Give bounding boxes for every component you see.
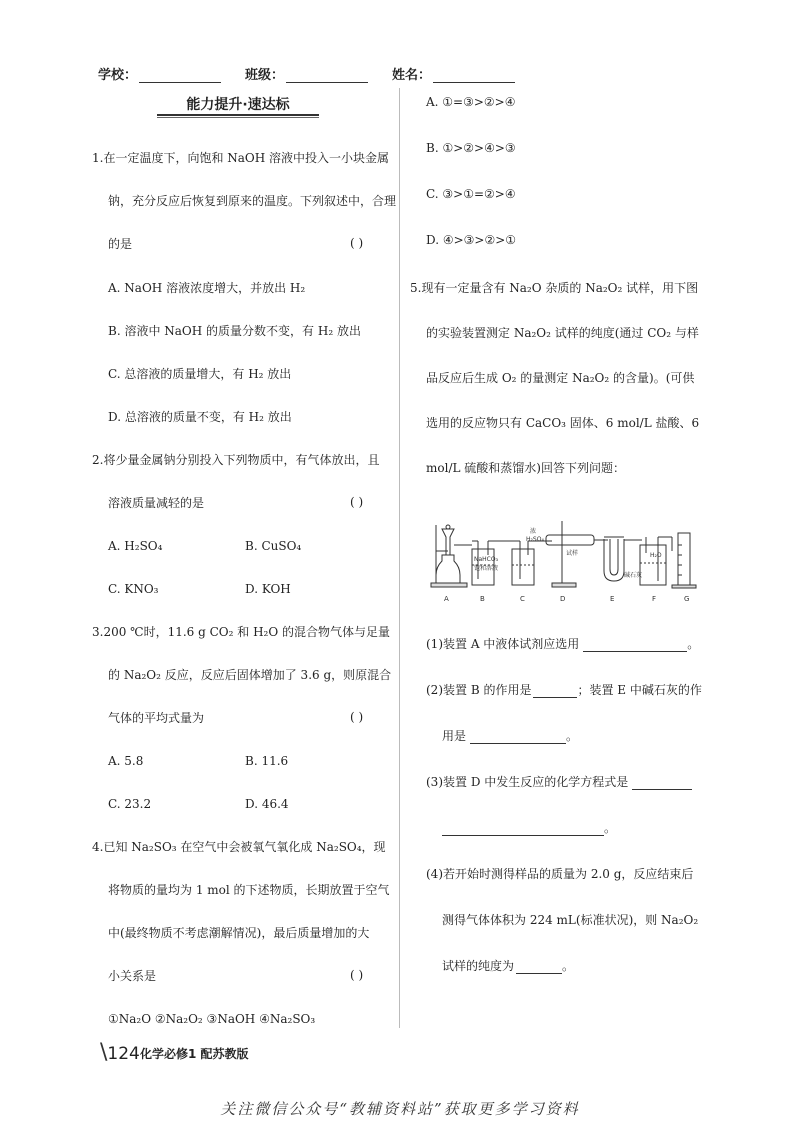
q1-option-b: B. 溶液中 NaOH 的质量分数不变，有 H₂ 放出 xyxy=(108,324,361,338)
q4-option-d: D. ④>③>②>① xyxy=(426,233,517,247)
q5-sub-3-period: 。 xyxy=(604,821,617,835)
label-b2: 饱和溶液 xyxy=(474,565,499,572)
q5-sub-2-text-a: (2)装置 B 的作用是 xyxy=(426,683,532,697)
title-underline-2 xyxy=(157,117,319,118)
q5-sub-4-line-3 xyxy=(442,958,574,974)
letter-f: F xyxy=(652,595,657,603)
school-blank[interactable] xyxy=(139,68,221,83)
class-blank[interactable] xyxy=(286,68,368,83)
q5-sub-2-period: 。 xyxy=(566,729,579,743)
q5-sub-2-cont xyxy=(442,728,578,744)
q4-option-b: B. ①>②>④>③ xyxy=(426,141,516,155)
label-e: 碱石灰 xyxy=(624,572,643,579)
bottom-note: 关注微信公众号“教辅资料站”获取更多学习资料 xyxy=(220,1100,580,1118)
q4-items: ①Na₂O ②Na₂O₂ ③NaOH ④Na₂SO₃ xyxy=(108,1012,316,1026)
q3-answer-paren[interactable]: ( ) xyxy=(350,710,364,724)
class-field xyxy=(245,64,368,83)
label-c: 浓 xyxy=(530,528,537,535)
page-number: 124 xyxy=(107,1044,140,1064)
q2-option-c: C. KNO₃ xyxy=(108,582,159,596)
q2-answer-paren[interactable]: ( ) xyxy=(350,495,364,509)
label-b: NaHCO₃ xyxy=(474,556,498,563)
q1-line-1: 1.在一定温度下，向饱和 NaOH 溶液中投入一小块金属 xyxy=(92,151,390,165)
q4-option-a: A. ①=③>②>④ xyxy=(426,95,516,109)
q5-line-1: 5.现有一定量含有 Na₂O 杂质的 Na₂O₂ 试样，用下图 xyxy=(410,281,699,295)
apparatus-b xyxy=(472,541,520,585)
q5-line-4: 选用的反应物只有 CaCO₃ 固体、6 mol/L 盐酸、6 xyxy=(426,416,700,430)
q1-line-3: 的是 xyxy=(108,237,133,251)
q3-option-a: A. 5.8 xyxy=(108,754,144,768)
q4-option-c: C. ③>①=②>④ xyxy=(426,187,516,201)
book-title: 化学必修1 配苏教版 xyxy=(140,1047,249,1061)
section-title-text: 能力提升·速达标 xyxy=(186,97,290,113)
q3-line-2: 的 Na₂O₂ 反应，反应后固体增加了 3.6 g，则原混合 xyxy=(108,668,392,682)
q5-sub-3-text: (3)装置 D 中发生反应的化学方程式是 xyxy=(426,775,629,789)
q2-option-d: D. KOH xyxy=(245,582,291,596)
letter-g: G xyxy=(684,595,690,603)
q1-answer-paren[interactable]: ( ) xyxy=(350,236,364,250)
apparatus-f xyxy=(640,537,672,585)
q5-line-2: 的实验装置测定 Na₂O₂ 试样的纯度(通过 CO₂ 与样 xyxy=(426,326,699,340)
title-underline xyxy=(157,114,319,116)
q1-option-c: C. 总溶液的质量增大，有 H₂ 放出 xyxy=(108,367,292,381)
section-title xyxy=(163,94,313,114)
school-field xyxy=(98,64,221,83)
q5-sub-2-blank-b[interactable] xyxy=(470,730,566,744)
q5-sub-4-line-1: (4)若开始时测得样品的质量为 2.0 g，反应结束后 xyxy=(426,867,694,881)
page-number-block xyxy=(100,1040,140,1065)
q2-option-b: B. CuSO₄ xyxy=(245,539,302,553)
apparatus-a xyxy=(431,525,472,587)
q3-option-c: C. 23.2 xyxy=(108,797,152,811)
q5-line-3: 品反应后生成 O₂ 的量测定 Na₂O₂ 的含量)。(可供 xyxy=(426,371,695,385)
q4-answer-paren[interactable]: ( ) xyxy=(350,968,364,982)
q3-line-1: 3.200 ℃时，11.6 g CO₂ 和 H₂O 的混合物气体与足量 xyxy=(92,625,391,639)
q5-sub-2 xyxy=(426,682,702,698)
column-divider xyxy=(399,88,400,1028)
name-field xyxy=(392,64,515,83)
q5-sub-4-period: 。 xyxy=(562,959,575,973)
q3-option-d: D. 46.4 xyxy=(245,797,289,811)
letter-c: C xyxy=(520,595,525,603)
label-c2: H₂SO₄ xyxy=(526,536,544,543)
label-f: H₂O xyxy=(650,552,662,559)
letter-e: E xyxy=(610,595,615,603)
letter-b: B xyxy=(480,595,485,603)
q5-sub-3-blank-b[interactable] xyxy=(442,822,604,836)
q4-line-4: 小关系是 xyxy=(108,969,157,983)
q3-option-b: B. 11.6 xyxy=(245,754,289,768)
apparatus-c xyxy=(512,541,552,585)
q5-sub-1-blank[interactable] xyxy=(583,638,687,652)
q1-line-2: 钠，充分反应后恢复到原来的温度。下列叙述中，合理 xyxy=(108,194,397,208)
q2-option-a: A. H₂SO₄ xyxy=(108,539,163,553)
page-slash-icon: \ xyxy=(100,1040,108,1065)
q5-sub-1-text: (1)装置 A 中液体试剂应选用 xyxy=(426,637,580,651)
q5-sub-3-blank-a[interactable] xyxy=(632,776,692,790)
q4-line-1: 4.已知 Na₂SO₃ 在空气中会被氧气氧化成 Na₂SO₄，现 xyxy=(92,840,386,854)
q1-option-d: D. 总溶液的质量不变，有 H₂ 放出 xyxy=(108,410,292,424)
q2-line-1: 2.将少量金属钠分别投入下列物质中，有气体放出，且 xyxy=(92,453,380,467)
name-blank[interactable] xyxy=(433,68,515,83)
q5-sub-1-period: 。 xyxy=(687,637,700,651)
q5-sub-4-blank[interactable] xyxy=(516,960,562,974)
name-label: 姓名： xyxy=(392,68,432,83)
letter-d: D xyxy=(560,595,566,603)
q4-line-3: 中(最终物质不考虑潮解情况)，最后质量增加的大 xyxy=(108,926,370,940)
label-d: 试样 xyxy=(566,550,579,557)
letter-a: A xyxy=(444,595,449,603)
q5-sub-4-text-c: 试样的纯度为 xyxy=(442,959,515,973)
q2-line-2: 溶液质量减轻的是 xyxy=(108,496,205,510)
apparatus-diagram xyxy=(428,515,708,610)
school-label: 学校： xyxy=(98,68,138,83)
q5-sub-2-blank-a[interactable] xyxy=(533,684,577,698)
q5-sub-4-line-2: 测得气体体积为 224 mL(标准状况)，则 Na₂O₂ xyxy=(442,913,699,927)
q5-sub-1 xyxy=(426,636,699,652)
q4-line-2: 将物质的量均为 1 mol 的下述物质，长期放置于空气 xyxy=(108,883,390,897)
q5-sub-2-text-b: ；装置 E 中碱石灰的作 xyxy=(577,683,702,697)
q5-sub-3-cont xyxy=(442,820,616,836)
q5-sub-3 xyxy=(426,774,692,790)
q3-line-3: 气体的平均式量为 xyxy=(108,711,205,725)
q1-option-a: A. NaOH 溶液浓度增大，并放出 H₂ xyxy=(108,281,306,295)
apparatus-g xyxy=(672,533,696,588)
q5-line-5: mol/L 硫酸和蒸馏水)回答下列问题： xyxy=(426,461,625,475)
q5-sub-2-text-c: 用是 xyxy=(442,729,467,743)
class-label: 班级： xyxy=(245,68,285,83)
